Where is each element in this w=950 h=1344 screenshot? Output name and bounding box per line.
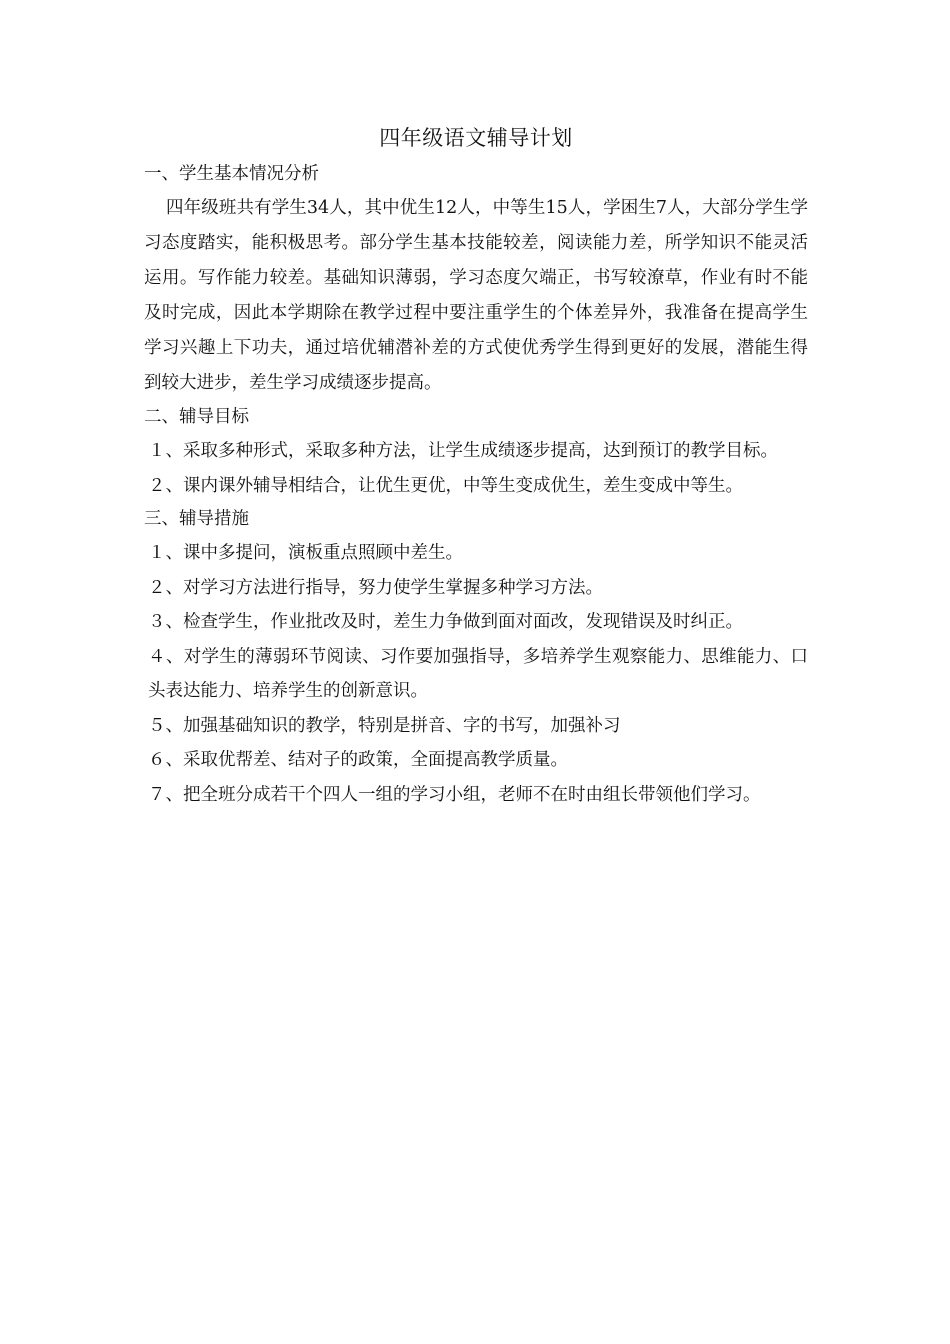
section-student-analysis [144, 158, 808, 401]
list-item: ２、课内课外辅导相结合，让优生更优，中等生变成优生，差生变成中等生。 [148, 475, 743, 496]
section-heading: 一、学生基本情况分析 [144, 164, 319, 184]
list-item: ２、对学习方法进行指导，努力使学生掌握多种学习方法。 [148, 577, 603, 598]
section-heading: 二、辅导目标 [144, 407, 249, 427]
list-item: １、课中多提问，演板重点照顾中差生。 [148, 543, 463, 563]
document-body [144, 120, 808, 812]
list-item: ６、采取优帮差、结对子的政策，全面提高教学质量。 [148, 750, 568, 770]
list-item: ３、检查学生，作业批改及时，差生力争做到面对面改，发现错误及时纠正。 [148, 612, 743, 632]
document-title: 四年级语文辅导计划 [379, 126, 573, 150]
list-item: ７、把全班分成若干个四人一组的学习小组，老师不在时由组长带领他们学习。 [148, 784, 761, 805]
section-heading: 三、辅导措施 [144, 509, 249, 529]
section-paragraph: 四年级班共有学生34人，其中优生12人，中等生15人，学困生7人，大部分学生学习态度踏实，能积极思考。部分学生基本技能较差，阅读能力差，所学知识不能灵活运用。写作能力较差。基础知识薄弱，学习态度欠端正，书写较潦草，作业有时不能及时完成，因此本学期除在教学过程中要注重学生的个体差异外，我准备在提高学生学习兴趣上下功夫，通过培优辅潜补差的方式使优秀学生得到更好的发展，潜能生得到较大进步，差生学习成绩逐步提高。 [144, 198, 808, 393]
list-item: １、采取多种形式，采取多种方法，让学生成绩逐步提高，达到预订的教学目标。 [148, 441, 778, 461]
list-item: ５、加强基础知识的教学，特别是拼音、字的书写，加强补习 [148, 715, 621, 736]
section-tutoring-goals [144, 401, 808, 503]
section-tutoring-measures [144, 503, 808, 812]
list-item: ４、对学生的薄弱环节阅读、习作要加强指导，多培养学生观察能力、思维能力、口头表达能力、培养学生的创新意识。 [148, 646, 808, 701]
